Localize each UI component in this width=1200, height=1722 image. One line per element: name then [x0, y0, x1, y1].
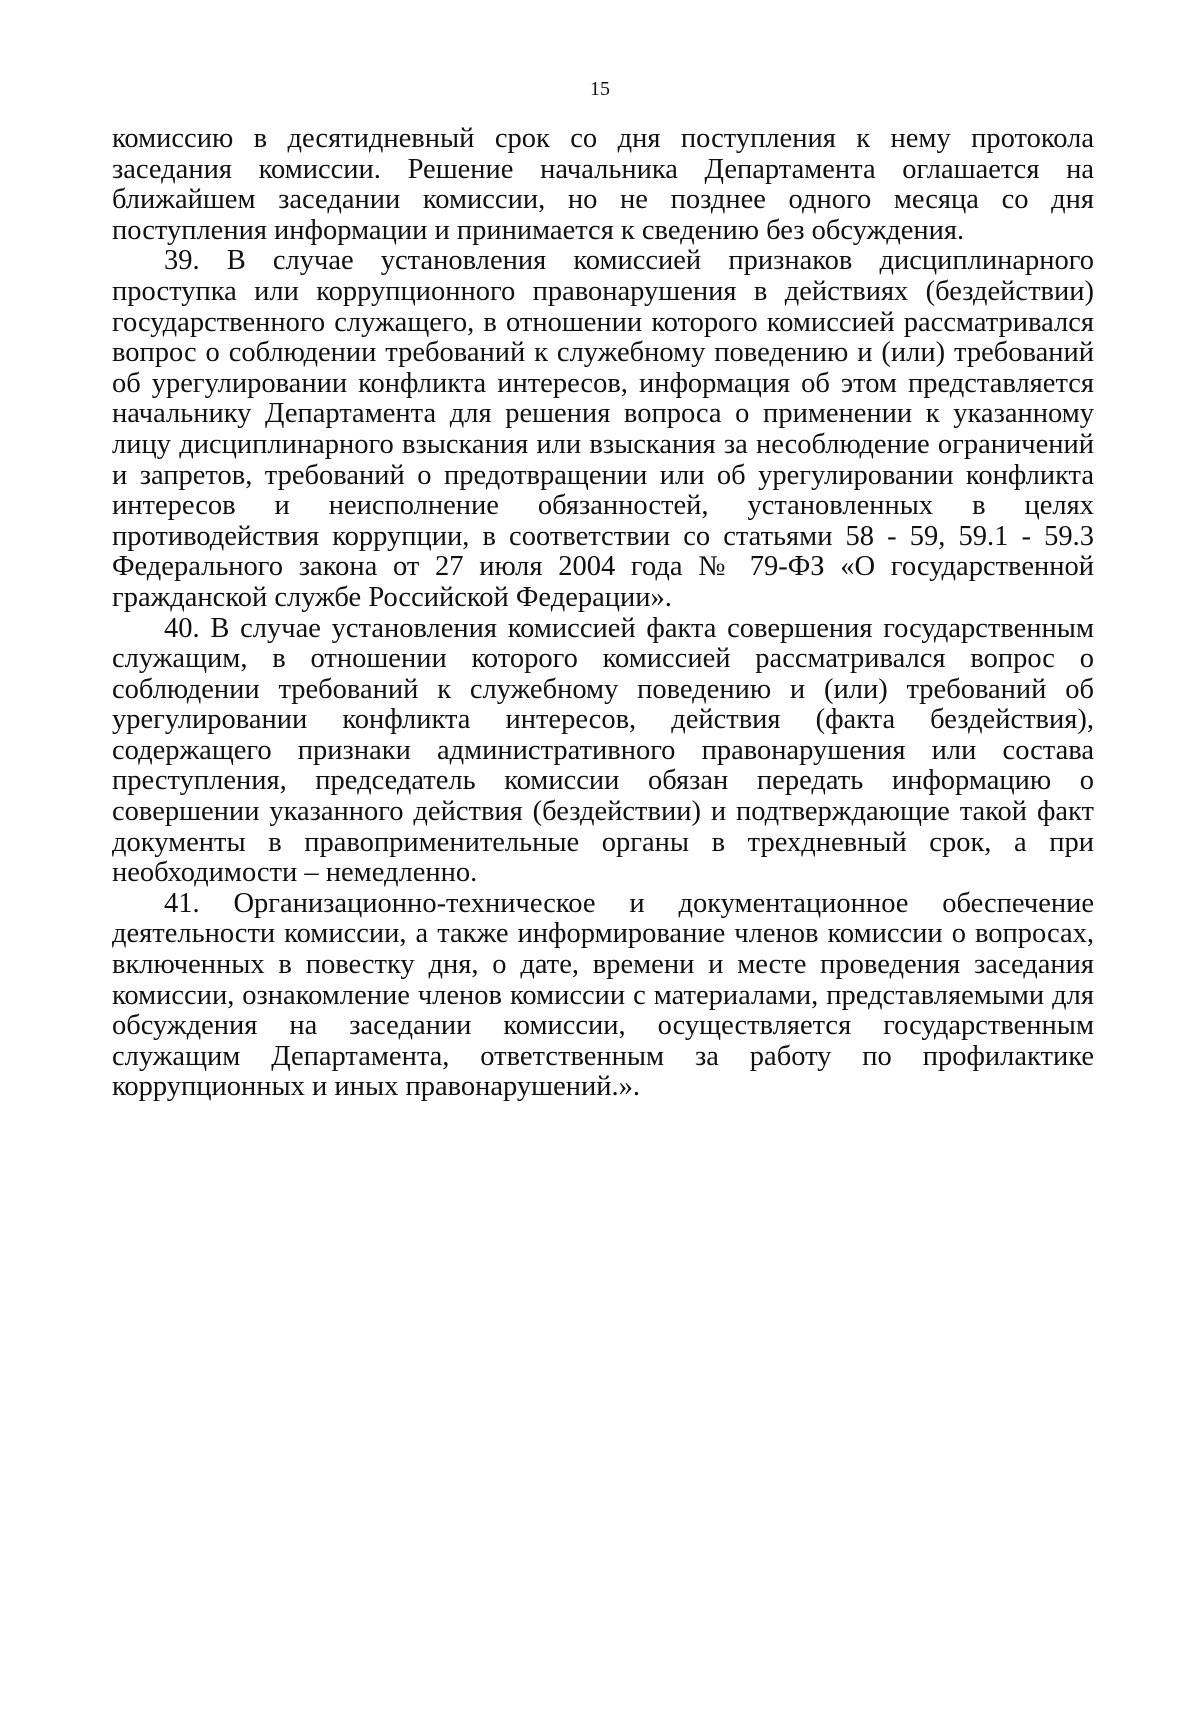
document-body: [112, 124, 1094, 1103]
paragraph-39: 39. В случае установления комиссией признаков дисциплинарного проступка или коррупционного правонарушения в действиях (бездействии) государственного служащего, в отношении которого комиссией рассматривался вопрос о соблюдении требований к служебному поведению и (или) требований об урегулировании конфликта интересов, информация об этом представляется начальнику Департамента для решения вопроса о применении к указанному лицу дисциплинарного взыскания или взыскания за несоблюдение ограничений и запретов, требований о предотвращении или об урегулировании конфликта интересов и неисполнение обязанностей, установленных в целях противодействия коррупции, в соответствии со статьями 58 - 59, 59.1 - 59.3 Федерального закона от 27 июля 2004 года № 79-ФЗ «О государственной гражданской службе Российской Федерации».: [112, 245, 1094, 613]
paragraph-41: 41. Организационно-техническое и документационное обеспечение деятельности комиссии, а также информирование членов комиссии о вопросах, включенных в повестку дня, о дате, времени и месте проведения заседания комиссии, ознакомление членов комиссии с материалами, представляемыми для обсуждения на заседании комиссии, осуществляется государственным служащим Департамента, ответственным за работу по профилактике коррупционных и иных правонарушений.».: [112, 887, 1094, 1103]
paragraph-continuation: комиссию в десятидневный срок со дня поступления к нему протокола заседания комиссии. Решение начальника Департамента оглашается на ближайшем заседании комиссии, но не позднее одного месяца со дня поступления информации и принимается к сведению без обсуждения.: [112, 123, 1094, 246]
paragraph-40: 40. В случае установления комиссией факта совершения государственным служащим, в отношении которого комиссией рассматривался вопрос о соблюдении требований к служебному поведению и (или) требований об урегулировании конфликта интересов, действия (факта бездействия), содержащего признаки административного правонарушения или состава преступления, председатель комиссии обязан передать информацию о совершении указанного действия (бездействии) и подтверждающие такой факт документы в правоприменительные органы в трехдневный срок, а при необходимости – немедленно.: [112, 612, 1094, 889]
page-number: 15: [590, 78, 610, 100]
